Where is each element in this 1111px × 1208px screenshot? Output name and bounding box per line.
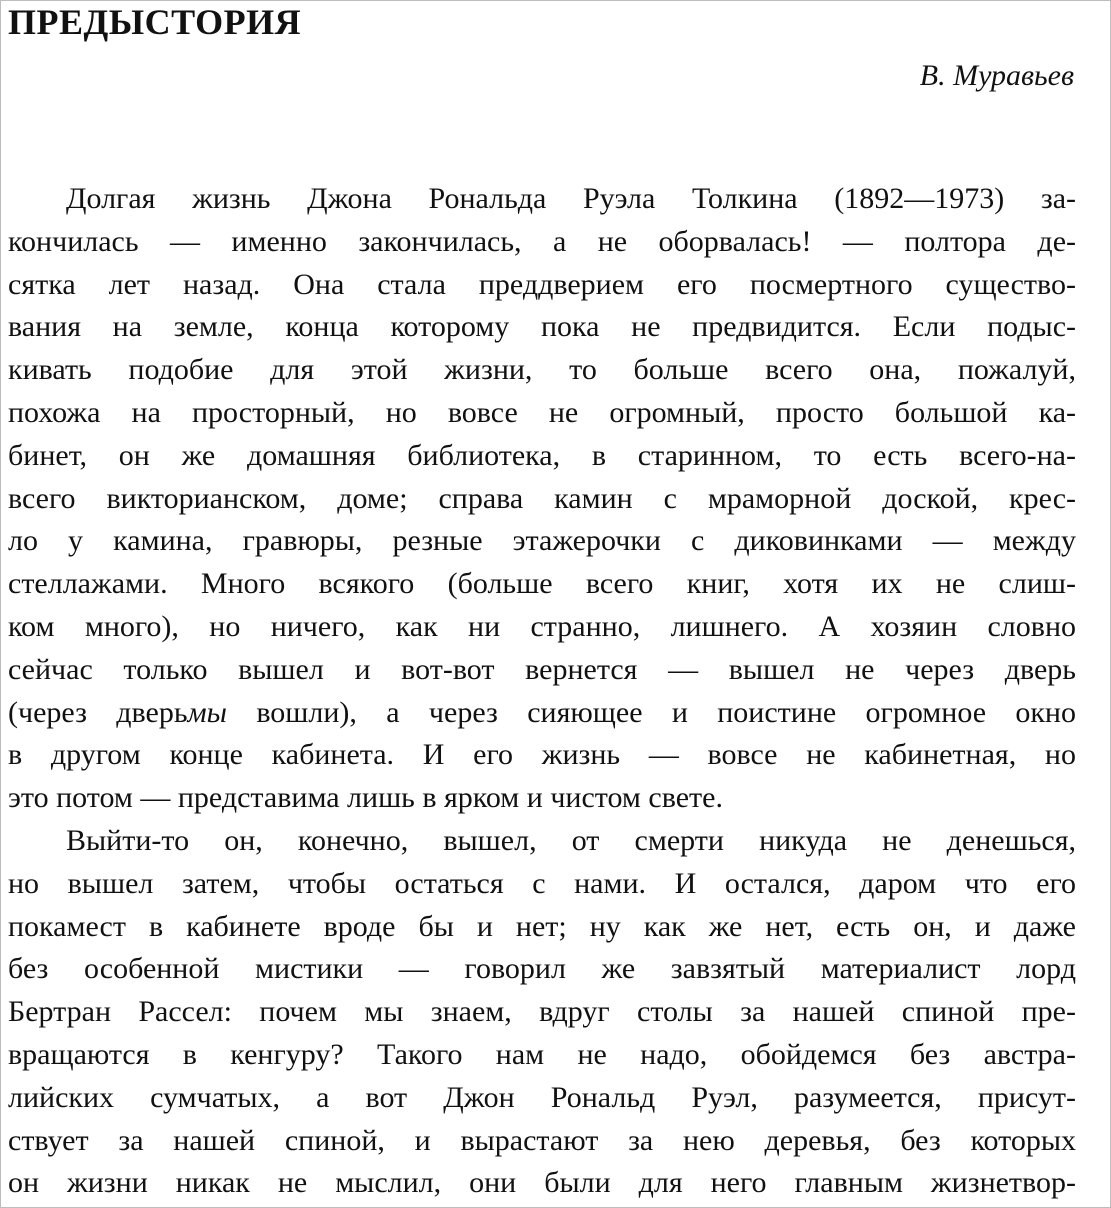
text-line: кивать подобие для этой жизни, то больше всего она, пожалуй, <box>8 353 1076 387</box>
author-name: В. Муравьев <box>919 59 1074 92</box>
text-line: сятка лет назад. Она стала преддверием его посмертного существо- <box>8 267 1076 301</box>
text-line: он жизни никак не мыслил, они были для него главным жизнетвор- <box>8 1166 1076 1200</box>
text-line: в другом конце кабинета. И его жизнь — вовсе не кабинетная, но <box>8 738 1076 772</box>
text-line: лийских сумчатых, а вот Джон Рональд Руэл, разумеется, присут- <box>8 1080 1076 1114</box>
paragraph-2 <box>8 820 1076 1205</box>
text-line: Выйти-то он, конечно, вышел, от смерти никуда не денешься, <box>66 823 1076 857</box>
text-line: без особенной мистики — говорил же завзятый материалист лорд <box>8 952 1076 986</box>
text-line: покамест в кабинете вроде бы и нет; ну как же нет, есть он, и даже <box>8 909 1076 943</box>
paragraph-1 <box>8 178 1076 820</box>
text-line: Долгая жизнь Джона Рональда Руэла Толкина (1892—1973) за- <box>66 182 1076 215</box>
text-line: сейчас только вышел и вот-вот вернется — вышел не через дверь <box>8 652 1076 686</box>
text-line: всего викторианском, доме; справа камин с мраморной доской, крес- <box>8 481 1076 515</box>
text-line: кончилась — именно закончилась, а не оборвалась! — полтора де- <box>8 224 1076 258</box>
text-line: но вышел затем, чтобы остаться с нами. И остался, даром что его <box>8 866 1076 900</box>
text-line: ствует за нашей спиной, и вырастают за нею деревья, без которых <box>8 1123 1076 1157</box>
text-line: ком много), но ничего, как ни странно, лишнего. А хозяин словно <box>8 609 1076 643</box>
text-line: это потом — представима лишь в ярком и чистом свете. <box>8 781 723 815</box>
text-segment: вошли), а через сияющее и поистине огромное окно <box>227 695 1076 729</box>
text-line: вращаются в кенгуру? Такого нам не надо, обойдемся без австра- <box>8 1037 1076 1071</box>
text-segment: (через дверь <box>8 695 188 729</box>
document-body <box>8 178 1076 1205</box>
text-line: похожа на просторный, но вовсе не огромный, просто большой ка- <box>8 395 1076 429</box>
chapter-title: ПРЕДЫСТОРИЯ <box>8 2 302 42</box>
text-line: ло у камина, гравюры, резные этажерочки с диковинками — между <box>8 524 1076 558</box>
text-line: бинет, он же домашняя библиотека, в старинном, то есть всего-на- <box>8 438 1076 472</box>
text-line: Бертран Рассел: почем мы знаем, вдруг столы за нашей спиной пре- <box>8 995 1076 1029</box>
text-line: стеллажами. Много всякого (больше всего книг, хотя их не слиш- <box>8 567 1076 601</box>
text-line: вания на земле, конца которому пока не предвидится. Если подыс- <box>8 310 1076 344</box>
text-line <box>8 692 1076 735</box>
italic-emphasis: мы <box>187 695 227 729</box>
